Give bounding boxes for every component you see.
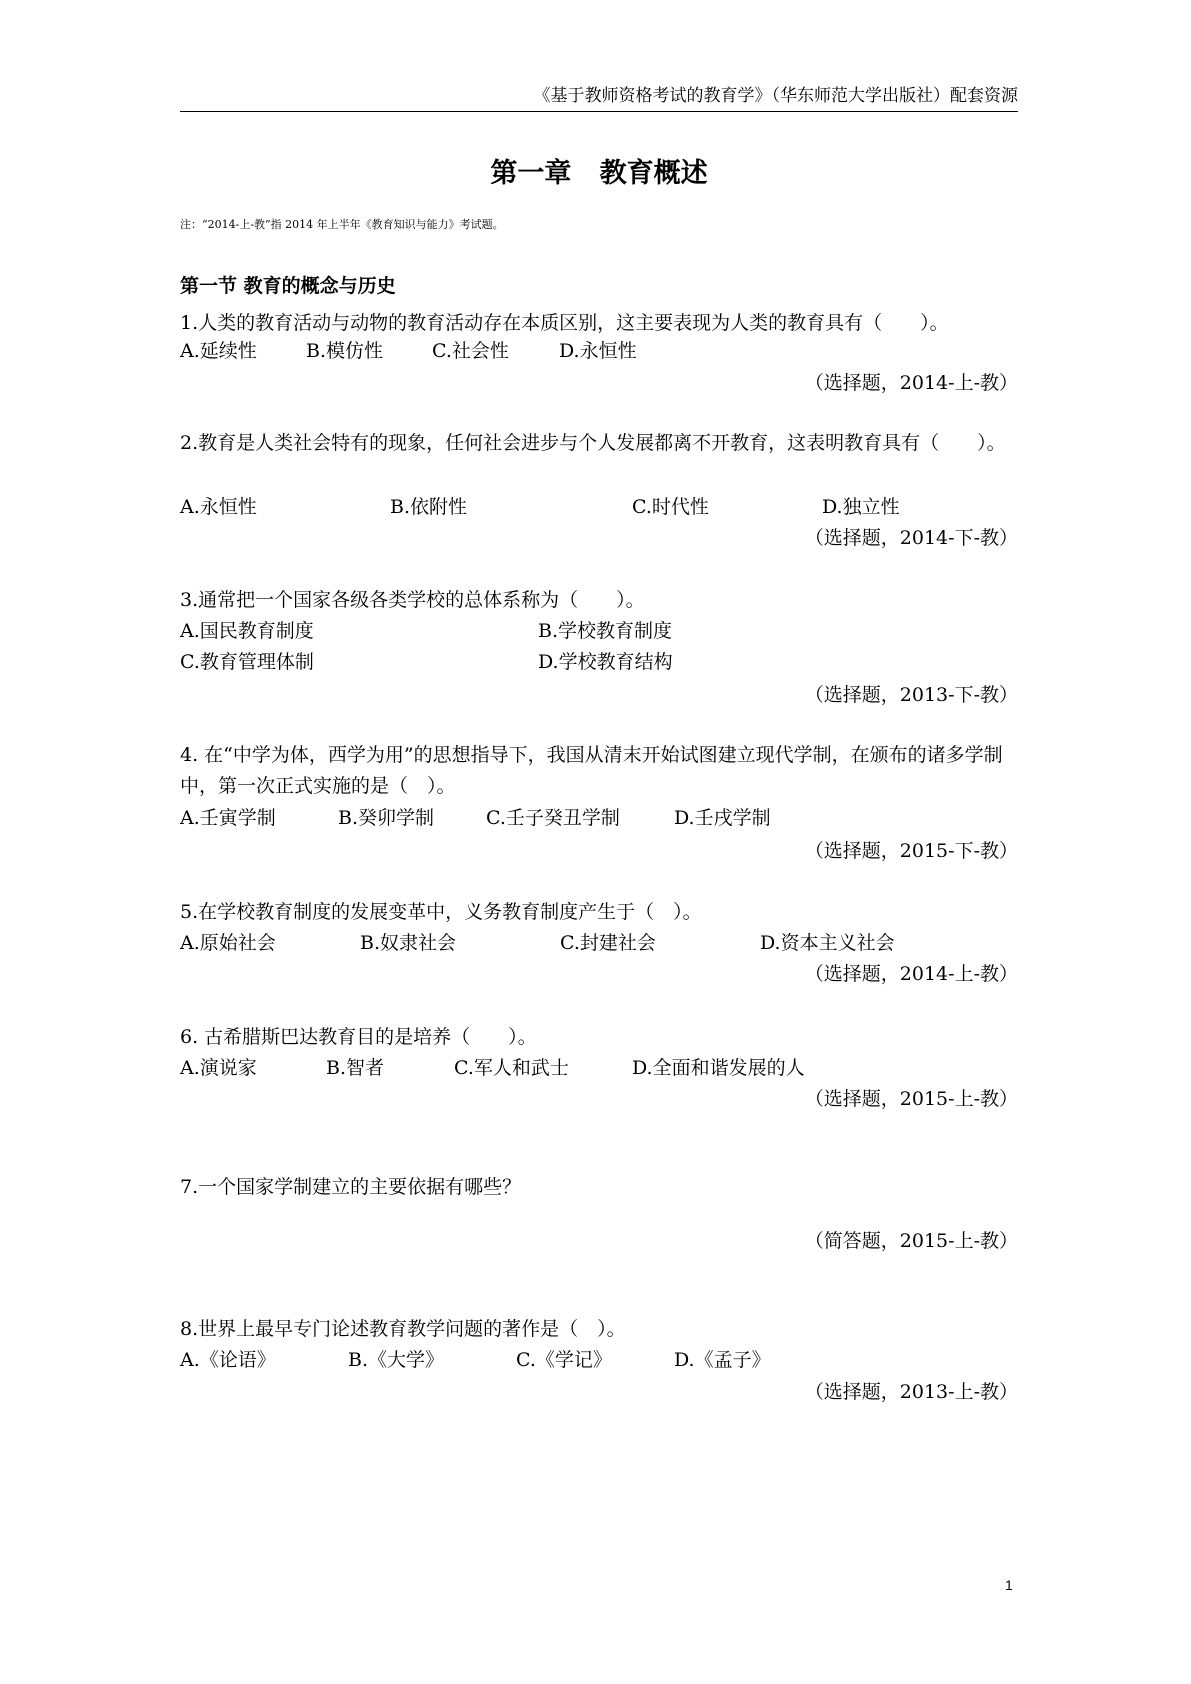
option-b: B.依附性 — [390, 496, 468, 518]
option-a: A.国民教育制度 — [180, 620, 314, 642]
question-stem: 7.一个国家学制建立的主要依据有哪些？ — [180, 1176, 522, 1198]
option-c: C.时代性 — [632, 496, 709, 518]
option-d: D.壬戌学制 — [674, 807, 771, 829]
question-source: （选择题，2013-上-教） — [804, 1381, 1018, 1403]
option-a: A.原始社会 — [180, 932, 276, 954]
option-b: B.《大学》 — [348, 1349, 445, 1371]
question-stem: 2.教育是人类社会特有的现象，任何社会进步与个人发展都离不开教育，这表明教育具有（ ）。 — [180, 432, 1006, 454]
option-a: A.永恒性 — [180, 496, 257, 518]
option-c: C.《学记》 — [516, 1349, 612, 1371]
question-stem: 6. 古希腊斯巴达教育目的是培养（ ）。 — [180, 1026, 537, 1048]
running-header: 《基于教师资格考试的教育学》（华东师范大学出版社）配套资源 — [533, 86, 1018, 106]
question-stem: 3.通常把一个国家各级各类学校的总体系称为（ ）。 — [180, 589, 645, 611]
option-b: B.癸卯学制 — [338, 807, 435, 829]
chapter-title: 第一章 教育概述 — [490, 158, 708, 189]
section-title: 第一节 教育的概念与历史 — [180, 275, 396, 297]
option-d: D.永恒性 — [559, 340, 637, 362]
option-a: A.延续性 — [180, 340, 257, 362]
option-c: C.教育管理体制 — [180, 651, 314, 673]
option-b: B.学校教育制度 — [538, 620, 673, 642]
page-number: 1 — [1005, 1577, 1013, 1593]
option-a: A.演说家 — [180, 1057, 257, 1079]
note: 注：“2014-上-教”指 2014 年上半年《教育知识与能力》考试题。 — [180, 218, 504, 231]
question-source: （简答题，2015-上-教） — [804, 1230, 1018, 1252]
option-d: D.独立性 — [822, 496, 900, 518]
question-source: （选择题，2014-上-教） — [804, 372, 1018, 394]
header-rule — [180, 111, 1018, 112]
option-d: D.《孟子》 — [674, 1349, 771, 1371]
option-c: C.军人和武士 — [454, 1057, 569, 1079]
question-source: （选择题，2014-上-教） — [804, 963, 1018, 985]
question-stem: 8.世界上最早专门论述教育教学问题的著作是（ ）。 — [180, 1318, 626, 1340]
question-source: （选择题，2014-下-教） — [804, 527, 1018, 549]
question-stem: 4. 在“中学为体，西学为用”的思想指导下，我国从清末开始试图建立现代学制，在颁布的诸多学制中，第一次正式实施的是（ ）。 — [180, 744, 1003, 797]
option-c: C.壬子癸丑学制 — [486, 807, 620, 829]
option-d: D.学校教育结构 — [538, 651, 673, 673]
option-b: B.模仿性 — [306, 340, 384, 362]
option-a: A.壬寅学制 — [180, 807, 276, 829]
option-c: C.封建社会 — [560, 932, 656, 954]
question-stem: 1.人类的教育活动与动物的教育活动存在本质区别，这主要表现为人类的教育具有（ ）。 — [180, 312, 949, 334]
question-source: （选择题，2015-下-教） — [804, 840, 1018, 862]
question-source: （选择题，2013-下-教） — [804, 684, 1018, 706]
option-d: D.资本主义社会 — [760, 932, 895, 954]
option-b: B.智者 — [326, 1057, 385, 1079]
option-b: B.奴隶社会 — [360, 932, 457, 954]
question-source: （选择题，2015-上-教） — [804, 1088, 1018, 1110]
option-c: C.社会性 — [432, 340, 509, 362]
option-d: D.全面和谐发展的人 — [632, 1057, 805, 1079]
question-stem: 5.在学校教育制度的发展变革中，义务教育制度产生于（ ）。 — [180, 901, 702, 923]
option-a: A.《论语》 — [180, 1349, 276, 1371]
